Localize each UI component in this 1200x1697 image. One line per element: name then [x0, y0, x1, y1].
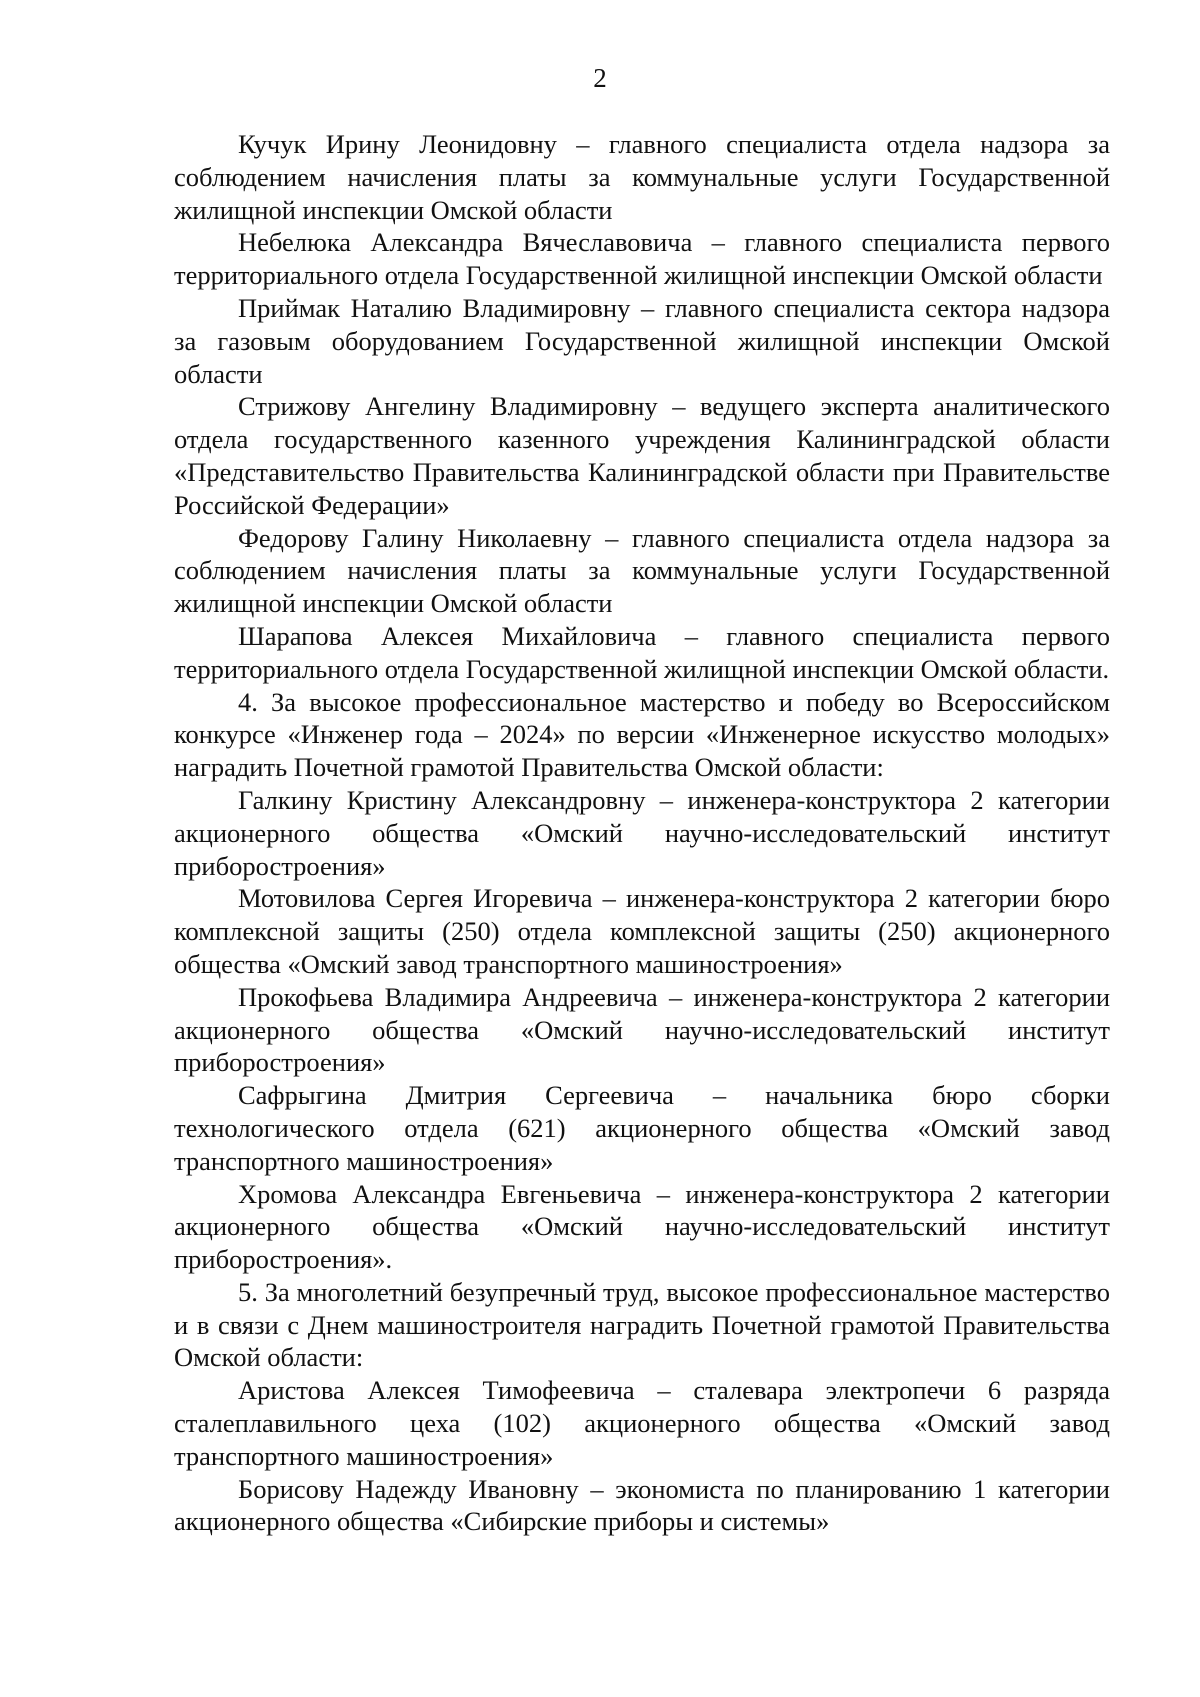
award-entry-priymak: Приймак Наталию Владимировну – главного специалиста сектора надзора за газовым оборудованием Государственной жилищной инспекции Омской области — [174, 292, 1110, 389]
award-entry-motovilov: Мотовилова Сергея Игоревича – инженера-конструктора 2 категории бюро комплексной защиты (250) отдела комплексной защиты (250) акционерного общества «Омский завод транспортного машиностроения» — [174, 883, 1110, 979]
document-body — [174, 128, 1110, 1538]
award-entry-borisova: Борисову Надежду Ивановну – экономиста по планированию 1 категории акционерного общества «Сибирские приборы и системы» — [174, 1473, 1110, 1537]
award-entry-prokofyev: Прокофьева Владимира Андреевича – инженера-конструктора 2 категории акционерного общества «Омский научно-исследовательский институт приборостроения» — [174, 981, 1110, 1078]
award-entry-fedorova: Федорову Галину Николаевну – главного специалиста отдела надзора за соблюдением начисления платы за коммунальные услуги Государственной жилищной инспекции Омской области — [174, 522, 1110, 619]
award-entry-aristov: Аристова Алексея Тимофеевича – сталевара электропечи 6 разряда сталеплавильного цеха (102) акционерного общества «Омский завод транспортного машиностроения» — [174, 1375, 1110, 1471]
award-entry-safrygin: Сафрыгина Дмитрия Сергеевича – начальника бюро сборки технологического отдела (621) акционерного общества «Омский завод транспортного машиностроения» — [174, 1080, 1110, 1176]
clause-4: 4. За высокое профессиональное мастерство и победу во Всероссийском конкурсе «Инженер года – 2024» по версии «Инженерное искусство молодых» наградить Почетной грамотой Правительства Омской области: — [174, 686, 1110, 783]
award-entry-kuchuk: Кучук Ирину Леонидовну – главного специалиста отдела надзора за соблюдением начисления платы за коммунальные услуги Государственной жилищной инспекции Омской области — [174, 129, 1110, 225]
award-entry-strizhova: Стрижову Ангелину Владимировну – ведущего эксперта аналитического отдела государственного казенного учреждения Калининградской области «Представительство Правительства Калининградской области при Правительстве Российской Федерации» — [174, 391, 1110, 520]
award-entry-galkina: Галкину Кристину Александровну – инженера-конструктора 2 категории акционерного общества «Омский научно-исследовательский институт приборостроения» — [174, 784, 1110, 881]
award-entry-nebelyuk: Небелюка Александра Вячеславовича – главного специалиста первого территориального отдела Государственной жилищной инспекции Омской области — [174, 227, 1110, 291]
award-entry-khromov: Хромова Александра Евгеньевича – инженера-конструктора 2 категории акционерного общества «Омский научно-исследовательский институт приборостроения». — [174, 1178, 1110, 1275]
award-entry-sharapov: Шарапова Алексея Михайловича – главного специалиста первого территориального отдела Государственной жилищной инспекции Омской области. — [174, 620, 1110, 684]
clause-5: 5. За многолетний безупречный труд, высокое профессиональное мастерство и в связи с Днем машиностроителя наградить Почетной грамотой Правительства Омской области: — [174, 1276, 1110, 1373]
page-number: 2 — [593, 63, 607, 93]
